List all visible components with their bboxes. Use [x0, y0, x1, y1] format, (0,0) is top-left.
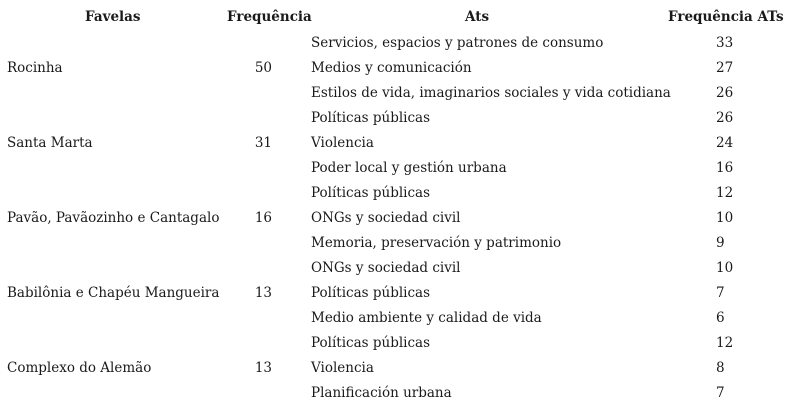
table-row	[0, 80, 787, 105]
at-cell: Planificación urbana	[311, 384, 452, 401]
table-row	[0, 130, 787, 155]
frequencia-cell	[215, 305, 305, 330]
favela-cell	[0, 230, 215, 255]
frequencia-cell	[215, 180, 305, 205]
table-row	[0, 255, 787, 280]
favela-cell	[0, 380, 215, 405]
frequencia-cell: 13	[254, 284, 272, 301]
favela-cell	[0, 330, 215, 355]
table-row	[0, 55, 787, 80]
frequencia-cell	[215, 105, 305, 130]
frequencia-at-cell: 26	[716, 84, 734, 101]
at-cell: Medio ambiente y calidad de vida	[311, 309, 542, 326]
frequencia-at-cell: 16	[716, 159, 734, 176]
favela-cell	[0, 305, 215, 330]
header-frequencia: Frequência	[227, 9, 312, 25]
frequencia-at-cell: 26	[716, 109, 734, 126]
table-header-row	[0, 4, 787, 30]
frequencia-cell	[215, 155, 305, 180]
frequencia-at-cell: 10	[716, 209, 734, 226]
favela-cell: Pavão, Pavãozinho e Cantagalo	[7, 209, 220, 226]
table-body	[0, 30, 787, 405]
at-cell: Políticas públicas	[311, 109, 431, 126]
frequencia-at-cell: 10	[716, 259, 734, 276]
favela-cell: Santa Marta	[7, 134, 93, 151]
at-cell: Políticas públicas	[311, 184, 431, 201]
frequencia-at-cell: 9	[716, 234, 725, 251]
at-cell: Estilos de vida, imaginarios sociales y vida cotidiana	[311, 84, 671, 101]
header-favelas: Favelas	[85, 9, 141, 25]
frequencia-cell: 16	[254, 209, 272, 226]
frequencia-cell	[215, 255, 305, 280]
favela-cell: Complexo do Alemão	[7, 359, 152, 376]
table-row	[0, 355, 787, 380]
favela-cell	[0, 255, 215, 280]
table-row	[0, 205, 787, 230]
at-cell: Servicios, espacios y patrones de consumo	[311, 34, 604, 51]
favela-cell	[0, 105, 215, 130]
favela-cell: Babilônia e Chapéu Mangueira	[7, 284, 220, 301]
table-row	[0, 380, 787, 405]
table-row	[0, 180, 787, 205]
frequencia-cell	[215, 380, 305, 405]
frequencia-cell: 31	[254, 134, 272, 151]
frequencia-at-cell: 33	[716, 34, 734, 51]
table-row	[0, 330, 787, 355]
frequencia-at-cell: 7	[716, 284, 725, 301]
frequencia-at-cell: 12	[716, 334, 734, 351]
at-cell: Poder local y gestión urbana	[311, 159, 507, 176]
favela-cell	[0, 180, 215, 205]
at-cell: Violencia	[311, 359, 374, 376]
at-cell: Medios y comunicación	[311, 59, 472, 76]
table-row	[0, 155, 787, 180]
at-cell: Políticas públicas	[311, 284, 431, 301]
frequencia-at-cell: 12	[716, 184, 734, 201]
table-row	[0, 280, 787, 305]
frequencia-cell	[215, 230, 305, 255]
frequencia-at-cell: 6	[716, 309, 725, 326]
header-ats: Ats	[465, 9, 490, 25]
table-row	[0, 230, 787, 255]
favela-cell	[0, 155, 215, 180]
frequencia-at-cell: 24	[716, 134, 734, 151]
frequencia-cell: 50	[254, 59, 272, 76]
at-cell: Políticas públicas	[311, 334, 431, 351]
frequencia-cell	[215, 30, 305, 55]
frequencia-cell	[215, 80, 305, 105]
table-row	[0, 30, 787, 55]
favela-cell: Rocinha	[7, 59, 63, 76]
at-cell: ONGs y sociedad civil	[311, 259, 461, 276]
frequencia-at-cell: 27	[716, 59, 734, 76]
favela-cell	[0, 30, 215, 55]
frequencia-at-cell: 7	[716, 384, 725, 401]
favelas-table	[0, 4, 787, 405]
table-row	[0, 105, 787, 130]
frequencia-at-cell: 8	[716, 359, 725, 376]
table-row	[0, 305, 787, 330]
favela-cell	[0, 80, 215, 105]
frequencia-cell	[215, 330, 305, 355]
at-cell: Memoria, preservación y patrimonio	[311, 234, 562, 251]
at-cell: ONGs y sociedad civil	[311, 209, 461, 226]
header-frequencia-ats: Frequência ATs	[668, 9, 784, 25]
at-cell: Violencia	[311, 134, 374, 151]
frequencia-cell: 13	[254, 359, 272, 376]
